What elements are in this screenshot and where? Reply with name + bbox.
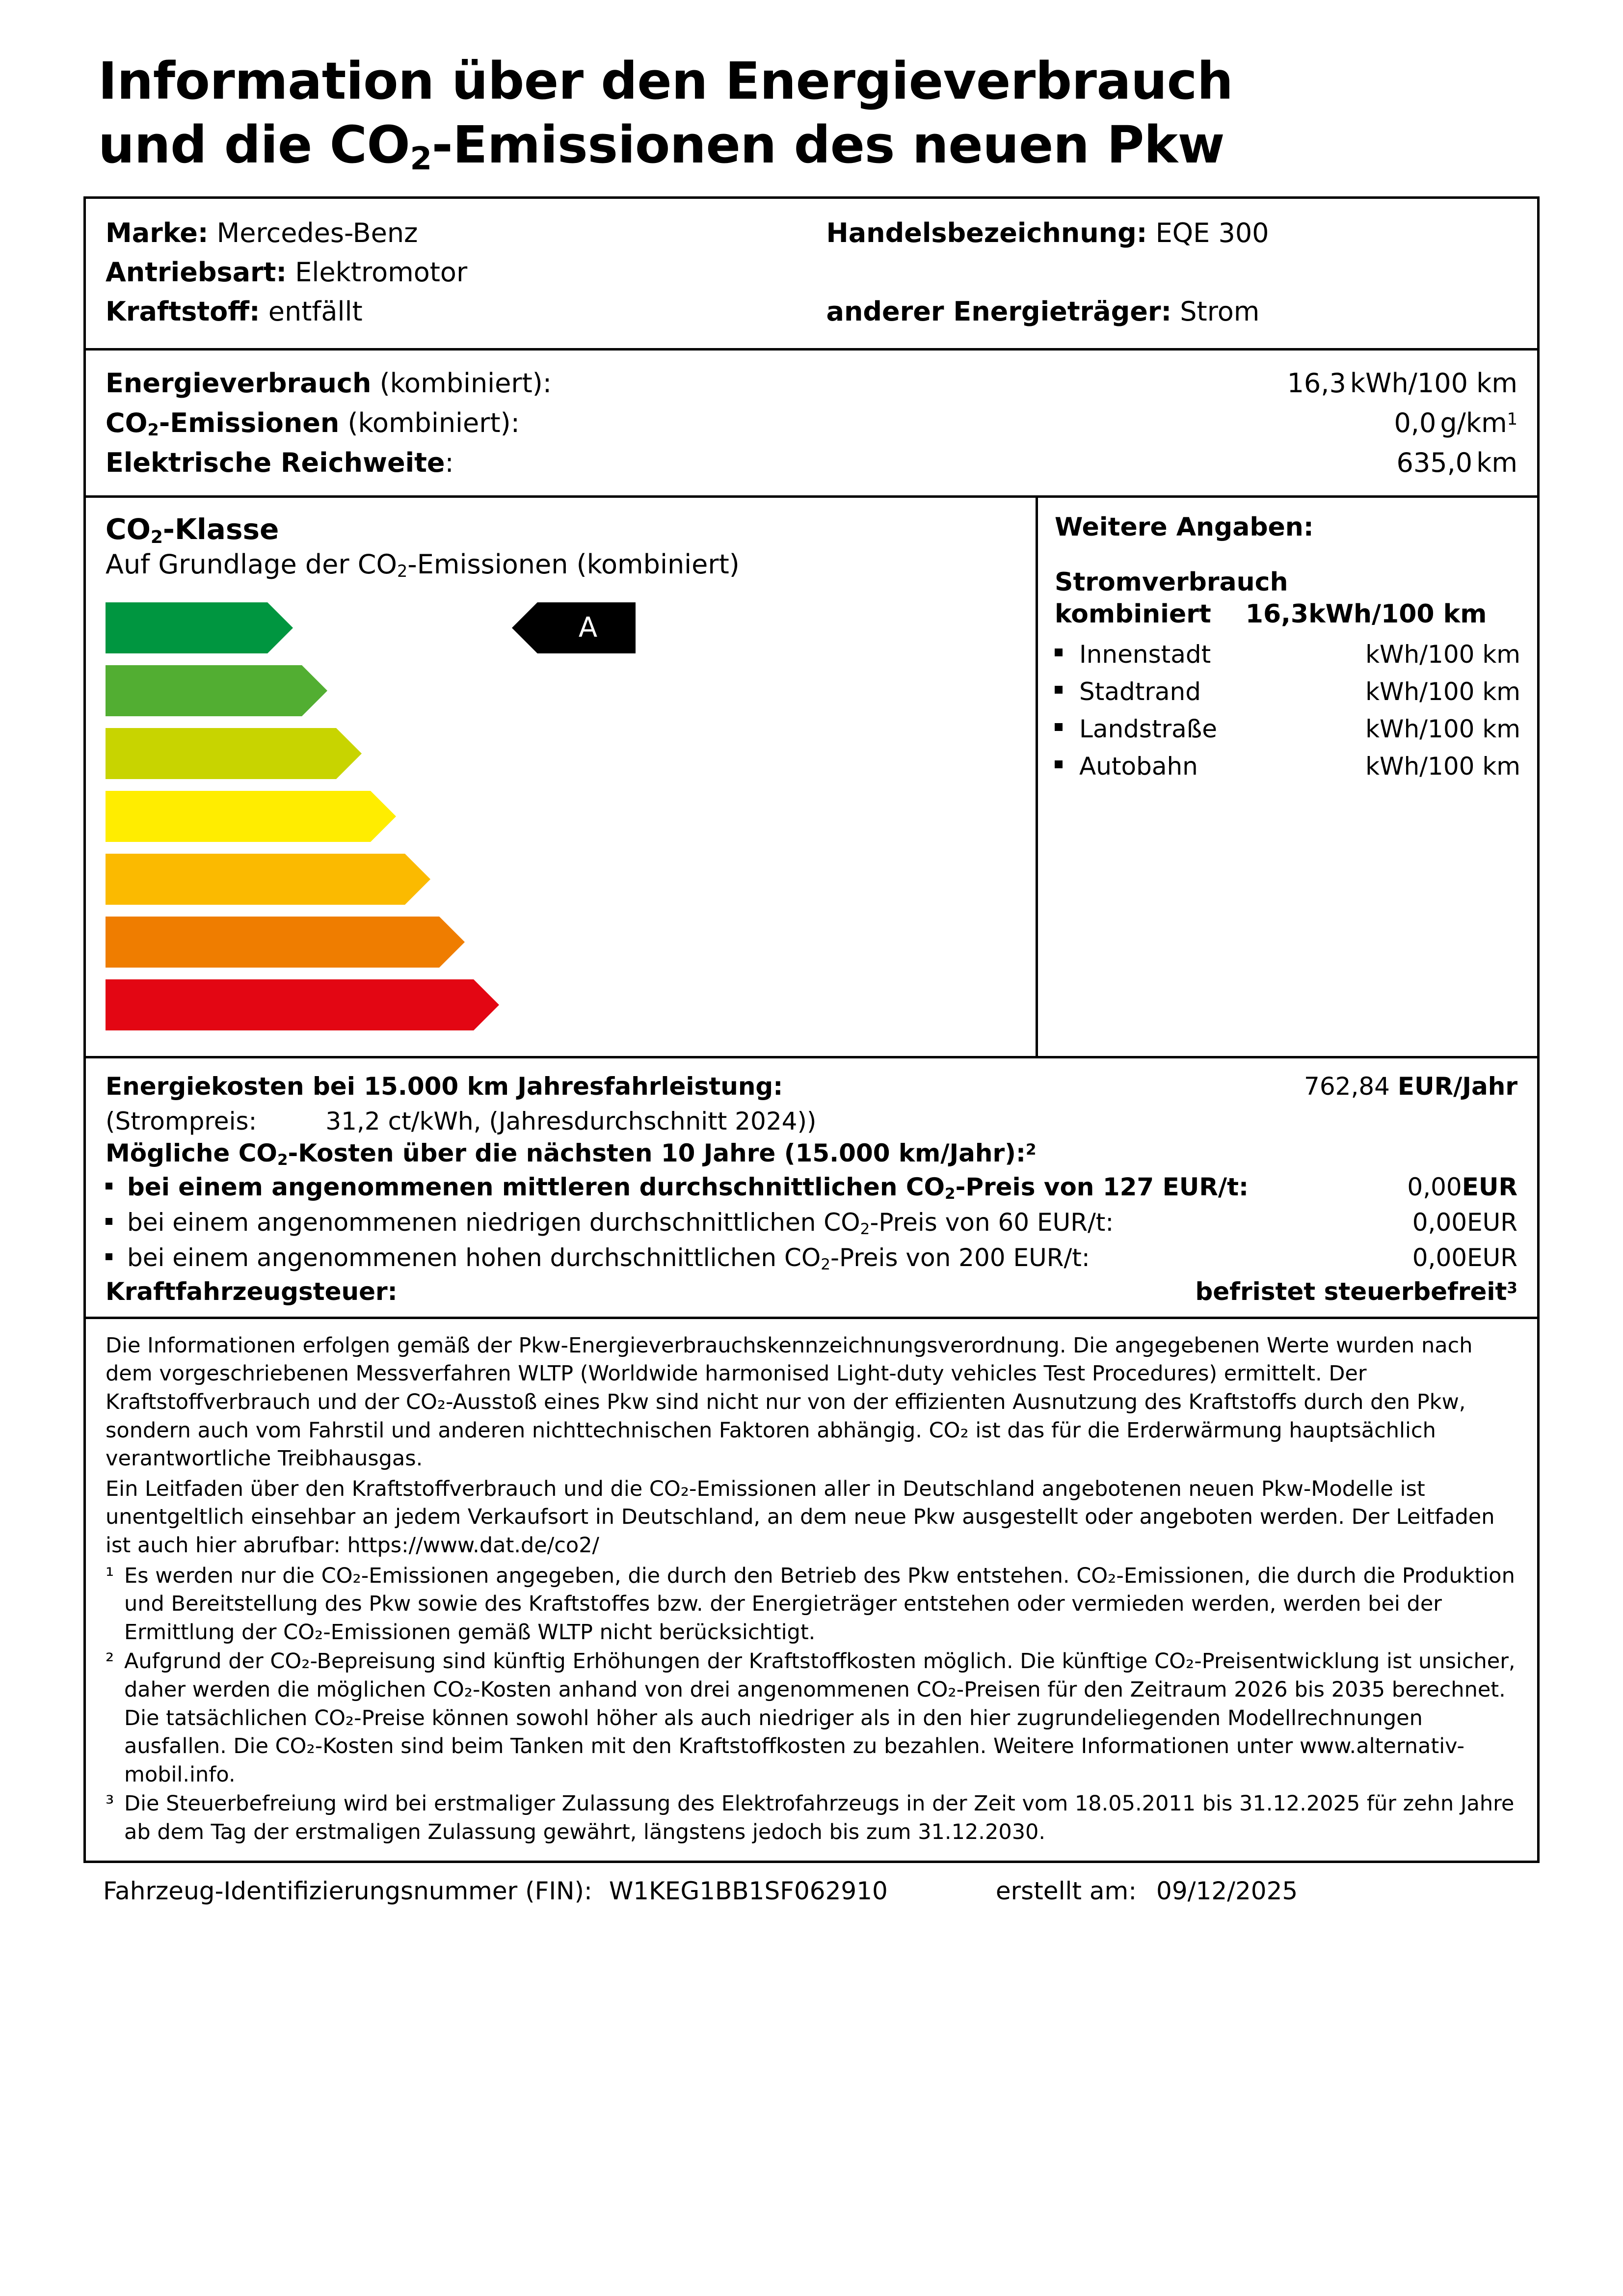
antriebsart-row — [106, 253, 797, 292]
class-bar-row — [106, 785, 1016, 848]
co2-cost-high-text: bei einem angenommenen hohen durchschnittlichen CO — [127, 1243, 821, 1272]
kraftstoff-value: entfällt — [268, 296, 363, 327]
stromverbrauch-kombiniert-value: 16,3 — [1245, 599, 1309, 629]
co2-cost-mid-amount: 0,00 — [1407, 1172, 1462, 1201]
bullet-icon — [106, 1183, 112, 1189]
innenstadt-unit: kWh/100 km — [1365, 640, 1520, 669]
autobahn-label: Autobahn — [1079, 752, 1198, 781]
energieverbrauch-label: Energieverbrauch — [106, 367, 372, 399]
footnote-2 — [106, 1648, 1517, 1789]
class-bar-c-label: C — [131, 737, 151, 770]
stromverbrauch-label: Stromverbrauch — [1055, 567, 1288, 597]
stromverbrauch-breakdown-list — [1055, 636, 1520, 785]
footnote-1 — [106, 1562, 1517, 1647]
co2-cost-low-amount-unit: EUR — [1467, 1208, 1517, 1237]
energietraeger-label: anderer Energieträger: — [826, 296, 1172, 327]
kraftstoff-label: Kraftstoff: — [106, 296, 260, 327]
footnote-2-text: Aufgrund der CO₂-Bepreisung sind künftig Erhöhungen der Kraftstoffkosten möglich. Die künftige CO₂-Preisentwicklung ist unsicher, daher werden die möglichen CO₂-Kosten anhand von drei angenommenen CO₂-Preisen für den Zeitraum 2026 bis 2035 berechnet. Die tatsächlichen CO₂-Preise können sowohl höher als auch niedriger als in den hier zugrundeliegenden Modellrechnungen ausfallen. Die CO₂-Kosten sind beim Tanken mit den Kraftstoffkosten zu bezahlen. Weitere Informationen unter www.alternativ-mobil.info. — [124, 1649, 1516, 1787]
list-item — [1055, 636, 1520, 673]
arrow-icon — [336, 728, 362, 779]
stadtrand-unit: kWh/100 km — [1365, 677, 1520, 706]
co2-cost-high-amount: 0,00 — [1412, 1243, 1467, 1272]
energieverbrauch-label-suffix: (kombiniert): — [371, 367, 552, 399]
reichweite-unit: km — [1476, 447, 1517, 478]
weitere-angaben-panel — [1038, 498, 1537, 1056]
handelsbezeichnung-value: EQE 300 — [1155, 217, 1269, 248]
legal-paragraph-1: Die Informationen erfolgen gemäß der Pkw-Energieverbrauchskennzeichnungsverordnung. Die angegebenen Werte wurden nach dem vorgeschriebenen Messverfahren WLTP (Worldwide harmonised Light-duty vehicles Test Procedures) ermittelt. Der Kraftstoffverbrauch und der CO₂-Ausstoß eines Pkw sind nicht nur von der effizienten Ausnutzung des Kraftstoffs durch den Pkw, sondern auch vom Fahrstil und anderen nichttechnischen Faktoren abhängig. CO₂ ist das für die Erderwärmung hauptsächlich verantwortliche Treibhausgas. — [106, 1333, 1473, 1471]
current-class-label: A — [578, 612, 598, 644]
co2-cost-mid-price: 127 — [1102, 1172, 1154, 1201]
marke-value: Mercedes-Benz — [216, 217, 418, 248]
footnote-1-marker: ¹ — [106, 1563, 114, 1588]
page-title — [98, 49, 1540, 177]
energy-cost-row — [106, 1069, 1517, 1104]
list-item: bei einem angenommenen hohen durchschnittlichen $CO_2$-Preis von 200 EUR/t: 0,00EUR — [106, 1240, 1517, 1275]
co2-emissionen-label: CO — [106, 407, 148, 438]
handelsbezeichnung-label: Handelsbezeichnung: — [826, 217, 1147, 248]
list-item — [1055, 710, 1520, 748]
class-bar-d-label: D — [131, 800, 153, 833]
energy-cost-label: Energiekosten bei 15.000 km Jahresfahrleistung: — [106, 1072, 783, 1101]
weitere-angaben-title: Weitere Angaben: — [1055, 512, 1314, 542]
class-bar-g-label: G — [131, 989, 153, 1021]
antriebsart-label: Antriebsart: — [106, 256, 287, 288]
fin-value: W1KEG1BB1SF062910 — [609, 1876, 888, 1905]
autobahn-unit: kWh/100 km — [1365, 752, 1520, 781]
kraftstoff-row — [106, 292, 797, 331]
arrow-icon — [405, 854, 430, 905]
arrow-icon — [302, 665, 327, 716]
page-title-line1: Information über den Energieverbrauch — [98, 51, 1233, 111]
legal-notes-block — [83, 1319, 1540, 1863]
electricity-price-label: (Strompreis: — [106, 1107, 257, 1135]
current-class-marker — [537, 602, 636, 653]
consumption-row-range: Elektrische Reichweite: 635,0 km — [106, 447, 1517, 478]
stromverbrauch-kombiniert-row — [1055, 599, 1520, 629]
stromverbrauch-kombiniert-unit: kWh/100 km — [1308, 599, 1487, 629]
co2-cost-mid-unit: EUR/t: — [1162, 1172, 1249, 1201]
class-bar-row — [106, 973, 1016, 1036]
arrow-icon — [439, 917, 465, 968]
list-item: bei einem angenommenen mittleren durchschnittlichen $CO_2$-Preis von 127 EUR/t: 0,00EUR — [106, 1169, 1517, 1205]
reichweite-value: 635,0 — [1396, 447, 1473, 478]
legal-paragraph-2: Ein Leitfaden über den Kraftstoffverbrauch und die CO₂-Emissionen aller in Deutschland angebotenen neuen Pkw-Modelle ist unentgeltlich einsehbar an jedem Verkaufsort in Deutschland, an dem neue Pkw ausgestellt oder angeboten werden. Der Leitfaden ist auch hier abrufbar: https://www.dat.de/co2/ — [106, 1476, 1495, 1558]
innenstadt-label: Innenstadt — [1079, 640, 1211, 669]
list-item — [1055, 673, 1520, 710]
class-bar-a-label: A — [131, 612, 150, 644]
co2-cost-high-amount-unit: EUR — [1467, 1243, 1517, 1272]
vehicle-info-block — [83, 196, 1540, 351]
antriebsart-value: Elektromotor — [295, 256, 468, 288]
bullet-icon — [1055, 648, 1063, 656]
class-bar-a — [106, 602, 267, 653]
handelsbezeichnung-row — [797, 214, 1518, 253]
class-bar-row — [106, 659, 1016, 722]
arrow-icon — [371, 791, 396, 842]
energietraeger-value: Strom — [1180, 296, 1260, 327]
electricity-price-value: 31,2 — [325, 1107, 380, 1135]
consumption-row-energy — [106, 363, 1517, 403]
class-bar-d — [106, 791, 371, 842]
list-item: bei einem angenommenen niedrigen durchschnittlichen $CO_2$-Preis von 60 EUR/t: 0,00EUR — [106, 1205, 1517, 1240]
class-bar-g — [106, 979, 474, 1030]
landstrasse-unit: kWh/100 km — [1365, 715, 1520, 744]
energieverbrauch-value: 16,3 — [1287, 367, 1346, 399]
co2-class-subtitle: Auf Grundlage der $CO_2$-Emissionen (kombiniert) — [106, 548, 740, 581]
co2-cost-list — [106, 1169, 1517, 1275]
co2-class-bars — [106, 596, 1016, 1036]
co2-cost-heading: Mögliche $CO_2$-Kosten über die nächsten 10 Jahre (15.000 km/Jahr):$^2$ — [106, 1138, 1037, 1169]
vehicle-row-1 — [106, 214, 1517, 253]
costs-block — [83, 1058, 1540, 1319]
vehicle-row-2 — [106, 253, 1517, 292]
vehicle-tax-value: befristet steuerbefreit — [1195, 1277, 1507, 1306]
co2-emissionen-value: 0,0 — [1394, 407, 1437, 438]
landstrasse-label: Landstraße — [1079, 715, 1218, 744]
stromverbrauch-kombiniert-label: kombiniert — [1055, 599, 1211, 629]
bullet-icon — [106, 1253, 112, 1260]
footnote-3 — [106, 1790, 1517, 1846]
co2-class-block — [83, 498, 1540, 1058]
vehicle-tax-row: Kraftfahrzeugsteuer: befristet steuerbefreit$^3$ — [106, 1277, 1517, 1306]
co2-cost-mid-amount-unit: EUR — [1462, 1172, 1517, 1201]
energy-cost-unit: EUR/Jahr — [1397, 1072, 1517, 1101]
footnote-3-text: Die Steuerbefreiung wird bei erstmaliger Zulassung des Elektrofahrzeugs in der Zeit vom 18.05.2011 bis 31.12.2025 für zehn Jahre ab dem Tag der erstmaligen Zulassung gewährt, längstens jedoch bis zum 31.12.2030. — [124, 1791, 1515, 1845]
vehicle-row-2-spacer — [797, 253, 1518, 292]
bullet-icon — [106, 1218, 112, 1225]
co2-cost-low-amount: 0,00 — [1412, 1208, 1467, 1237]
marke-label: Marke: — [106, 217, 209, 248]
vehicle-tax-label: Kraftfahrzeugsteuer: — [106, 1277, 398, 1306]
class-bar-row — [106, 911, 1016, 973]
consumption-block — [83, 351, 1540, 498]
consumption-row-co2: $CO_2$-Emissionen (kombiniert): 0,0 $g/km^1$ — [106, 407, 1517, 440]
vehicle-row-3 — [106, 292, 1517, 331]
page-title-line2: und die $CO_2$-Emissionen des neuen Pkw — [98, 115, 1225, 178]
co2-cost-low-unit: EUR/t: — [1037, 1208, 1114, 1237]
class-bar-row — [106, 848, 1016, 911]
footnote-3-marker: ³ — [106, 1791, 114, 1816]
co2-emissionen-unit: g/km — [1440, 407, 1507, 438]
footnote-2-marker: ² — [106, 1649, 114, 1674]
electricity-price-year: 2024 — [735, 1107, 798, 1135]
co2-class-scale — [86, 498, 1038, 1056]
co2-cost-mid-text: bei einem angenommenen mittleren durchschnittlichen CO — [127, 1172, 945, 1201]
electricity-price-suffix: ct/kWh, (Jahresdurchschnitt — [388, 1107, 727, 1135]
co2-cost-high-price: 200 — [958, 1243, 1006, 1272]
electricity-price-row: (Strompreis: 31,2 ct/kWh, (Jahresdurchschnitt 2024)) — [106, 1107, 817, 1135]
class-bar-b-label: B — [131, 675, 150, 707]
class-bar-e-label: E — [131, 863, 149, 895]
class-bar-c — [106, 728, 336, 779]
created-value: 09/12/2025 — [1156, 1876, 1298, 1905]
bullet-icon — [1055, 760, 1063, 768]
created-label: erstellt am: — [995, 1876, 1137, 1905]
energieverbrauch-unit: kWh/100 km — [1350, 367, 1517, 399]
document-footer — [83, 1863, 1540, 1905]
co2-cost-high-unit: EUR/t: — [1013, 1243, 1090, 1272]
fin-label: Fahrzeug-Identifizierungsnummer (FIN): — [103, 1876, 592, 1905]
co2-cost-low-price: 60 — [998, 1208, 1030, 1237]
arrow-icon — [474, 979, 499, 1030]
class-bar-b — [106, 665, 302, 716]
reichweite-label: Elektrische Reichweite — [106, 447, 445, 478]
list-item — [1055, 748, 1520, 785]
marker-tip-icon — [512, 602, 537, 653]
marke-row — [106, 214, 797, 253]
class-bar-row — [106, 596, 1016, 659]
arrow-icon — [267, 602, 293, 653]
stadtrand-label: Stadtrand — [1079, 677, 1201, 706]
energietraeger-row — [797, 292, 1518, 331]
class-bar-f — [106, 917, 439, 968]
class-bar-f-label: F — [131, 926, 147, 958]
bullet-icon — [1055, 686, 1063, 694]
class-bar-e — [106, 854, 405, 905]
footnote-1-text: Es werden nur die CO₂-Emissionen angegeben, die durch den Betrieb des Pkw entstehen. CO₂-Emissionen, die durch die Produktion und Bereitstellung des Pkw sowie des Kraftstoffes bzw. der Energieträger entstehen oder vermieden werden, werden bei der Ermittlung der CO₂-Emissionen gemäß WLTP nicht berücksichtigt. — [124, 1563, 1515, 1645]
co2-class-title: $CO_2$-Klasse — [106, 512, 279, 547]
class-bar-row — [106, 722, 1016, 785]
energy-cost-value: 762,84 — [1304, 1072, 1390, 1101]
bullet-icon — [1055, 723, 1063, 731]
co2-cost-low-text: bei einem angenommenen niedrigen durchschnittlichen CO — [127, 1208, 860, 1237]
